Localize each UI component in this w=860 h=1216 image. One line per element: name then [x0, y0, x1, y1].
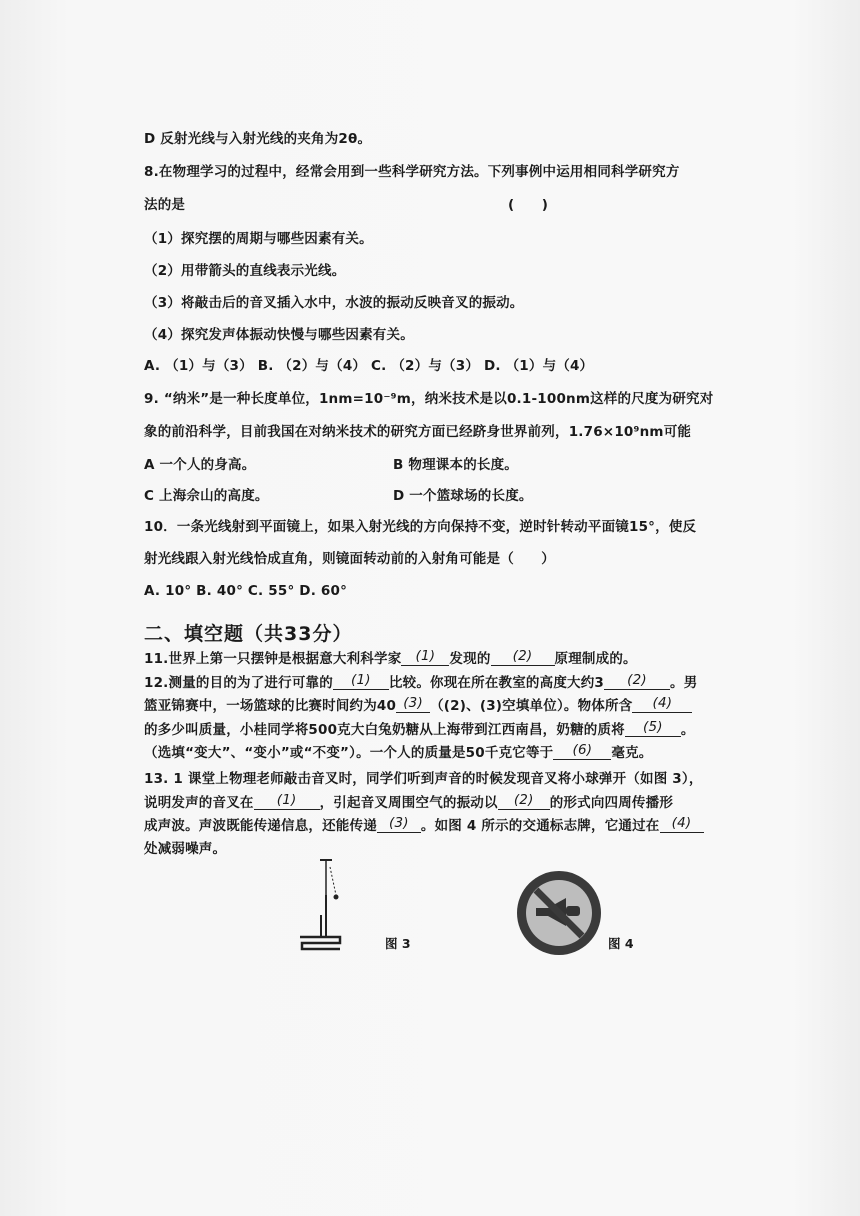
q12-blank-6: (6) [553, 741, 611, 760]
no-horn-sign-figure [514, 868, 604, 958]
pendulum-string [330, 867, 336, 895]
q9-option-a: A 一个人的身高。 [144, 457, 256, 473]
q13-blank-3: (3) [377, 814, 421, 833]
q13-text-2a: 说明发声的音叉在 [144, 795, 254, 811]
q12-text-2b: （(2)、(3)空填单位）。物体所含 [430, 698, 633, 714]
q10-options: A. 10° B. 40° C. 55° D. 60° [144, 583, 348, 599]
q12-text-1c: 。男 [670, 675, 698, 691]
q13-text-2c: 的形式向四周传播形 [549, 795, 674, 811]
figure-4-caption: 图 4 [608, 936, 634, 951]
q12-text-1a: 12.测量的目的为了进行可靠的 [144, 675, 333, 691]
q13-text-2b: ，引起音叉周围空气的振动以 [319, 795, 498, 811]
q10-stem-line2: 射光线跟入射光线恰成直角，则镜面转动前的入射角可能是（ ） [144, 551, 555, 567]
q13-text-3a: 成声波。声波既能传递信息，还能传递 [144, 818, 377, 834]
horn-bell [566, 906, 580, 916]
q12-line-4 [144, 744, 652, 763]
q12-blank-5: (5) [625, 718, 681, 737]
figure-3-caption: 图 3 [385, 936, 411, 951]
q13-line-1: 13. 1 课堂上物理老师敲击音叉时，同学们听到声音的时候发现音叉将小球弹开（如图 3）， [144, 771, 703, 787]
q8-item-3: （3）将敲击后的音叉插入水中，水波的振动反映音叉的振动。 [144, 295, 524, 311]
q7-option-d: D 反射光线与入射光线的夹角为2θ。 [144, 131, 372, 147]
q8-item-4: （4）探究发声体振动快慢与哪些因素有关。 [144, 327, 414, 343]
section-title: 二、填空题（共33分） [144, 623, 353, 645]
q12-text-2a: 篮亚锦赛中，一场篮球的比赛时间约为40 [144, 698, 397, 714]
q12-line-2 [144, 697, 692, 716]
q11-text-2: 发现的 [449, 651, 491, 667]
q9-option-d: D 一个篮球场的长度。 [393, 488, 533, 504]
q12-blank-3: (3) [396, 694, 430, 713]
q10-stem-line1: 10．一条光线射到平面镜上，如果入射光线的方向保持不变，逆时针转动平面镜15°，使反 [144, 519, 697, 535]
q9-stem-line2: 象的前沿科学，目前我国在对纳米技术的研究方面已经跻身世界前列，1.76×10⁹nm可能 [144, 424, 692, 440]
q13-line-4: 处减弱噪声。 [144, 841, 227, 857]
q8-stem-line1: 8.在物理学习的过程中，经常会用到一些科学研究方法。下列事例中运用相同科学研究方 [144, 164, 680, 180]
q8-answer-paren: ( ) [508, 197, 549, 213]
q13-blank-4: (4) [660, 814, 704, 833]
fork-stand [300, 937, 340, 949]
q12-line-3 [144, 721, 695, 740]
q8-options: A. （1）与（3） B. （2）与（4） C. （2）与（3） D. （1）与（4） [144, 358, 594, 374]
q12-blank-1: (1) [333, 671, 389, 690]
q9-stem-line1: 9. “纳米”是一种长度单位，1nm=10⁻⁹m，纳米技术是以0.1-100nm这样的尺度为研究对 [144, 391, 714, 407]
q11-blank-2: (2) [491, 647, 555, 666]
small-ball [334, 895, 339, 900]
q11-text-3: 原理制成的。 [554, 651, 637, 667]
q12-blank-4: (4) [632, 694, 692, 713]
q11-text-1: 11.世界上第一只摆钟是根据意大利科学家 [144, 651, 402, 667]
q13-blank-1: (1) [254, 791, 320, 810]
q8-stem-line2: 法的是 [144, 197, 186, 213]
q9-option-b: B 物理课本的长度。 [393, 457, 518, 473]
q12-text-3a: 的多少叫质量，小桂同学将500克大白兔奶糖从上海带到江西南昌，奶糖的质将 [144, 722, 625, 738]
q13-line-2 [144, 794, 673, 813]
q12-text-4b: 毫克。 [611, 745, 653, 761]
q9-option-c: C 上海佘山的高度。 [144, 488, 269, 504]
q8-item-1: （1）探究摆的周期与哪些因素有关。 [144, 231, 373, 247]
q12-text-1b: 比较。你现在所在教室的高度大约3 [388, 675, 605, 691]
q13-line-3 [144, 817, 704, 836]
tuning-fork-figure [290, 855, 360, 955]
q12-text-3b: 。 [680, 722, 695, 738]
q12-text-4a: （选填“变大”、“变小”或“不变”）。一个人的质量是50千克它等于 [144, 745, 554, 761]
q12-blank-2: (2) [604, 671, 670, 690]
q13-blank-2: (2) [498, 791, 550, 810]
q11-blank-1: (1) [401, 647, 449, 666]
q13-text-3b: 。如图 4 所示的交通标志牌，它通过在 [420, 818, 660, 834]
q8-item-2: （2）用带箭头的直线表示光线。 [144, 263, 346, 279]
q12-line-1 [144, 674, 697, 693]
q11-line [144, 650, 637, 669]
